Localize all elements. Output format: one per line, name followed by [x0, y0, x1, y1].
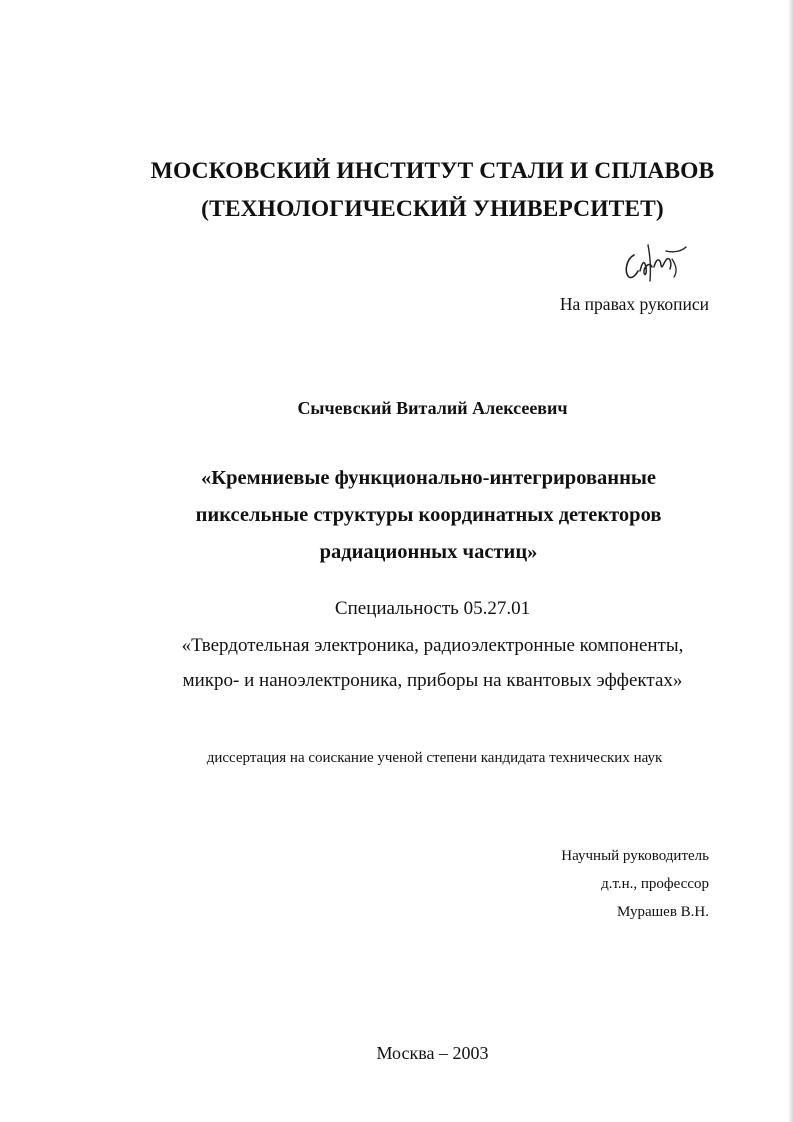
- manuscript-note: На правах рукописи: [559, 294, 709, 314]
- advisor-role: Научный руководитель: [561, 848, 709, 864]
- advisor-rank: д.т.н., профессор: [601, 876, 709, 892]
- specialty-name-line-2: микро- и наноэлектроника, приборы на квантовых эффектах»: [182, 670, 683, 691]
- specialty-code: Специальность 05.27.01: [334, 598, 531, 619]
- city-year: Москва – 2003: [376, 1043, 489, 1063]
- advisor-name: Мурашев В.Н.: [617, 904, 709, 920]
- signature-mark: [620, 237, 690, 289]
- institution-subtitle: (ТЕХНОЛОГИЧЕСКИЙ УНИВЕРСИТЕТ): [201, 196, 664, 222]
- dissertation-title-line-1: «Кремниевые функционально-интегрированные: [201, 467, 656, 489]
- institution-name: МОСКОВСКИЙ ИНСТИТУТ СТАЛИ И СПЛАВОВ: [150, 158, 715, 184]
- author-name: Сычевский Виталий Алексеевич: [297, 398, 568, 418]
- degree-statement: диссертация на соискание ученой степени кандидата технических наук: [206, 750, 663, 766]
- dissertation-title-line-2: пиксельные структуры координатных детекторов: [195, 504, 662, 526]
- specialty-name-line-1: «Твердотельная электроника, радиоэлектронные компоненты,: [181, 635, 684, 656]
- dissertation-title-line-3: радиационных частиц»: [319, 541, 538, 563]
